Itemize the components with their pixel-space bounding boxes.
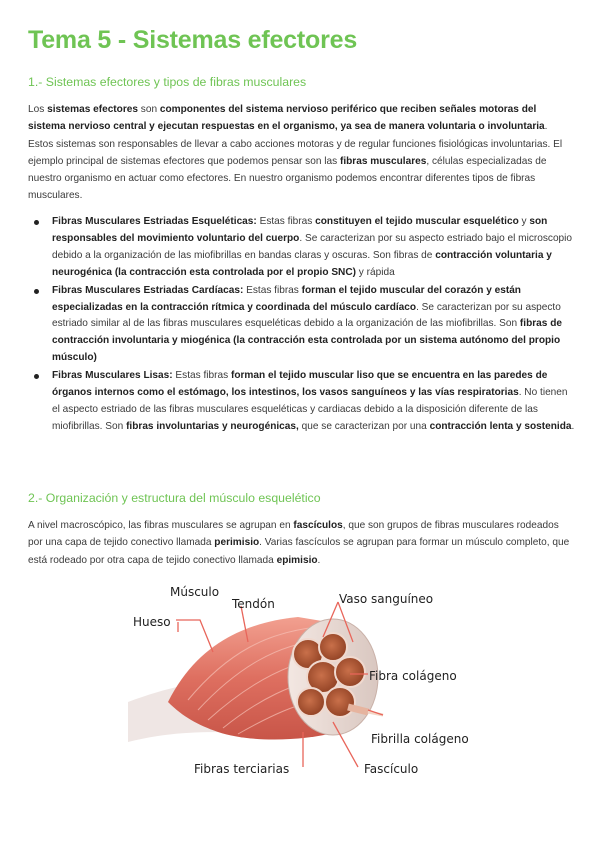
bullet-text: Fibras Musculares Estriadas Cardíacas: Estas fibras forman el tejido muscular del corazón y están especializadas en la contracción rítmica y coordinada del músculo cardíaco. Se caracterizan por su aspecto estriado similar al de las fibras musculares esqueléticas debido a la organización de las miofibrillas. Son fibras de contracción involuntaria y miogénica (la contracción esta controlada por un sistema autónomo del propio músculo) xyxy=(52,284,562,364)
label-musculo: Músculo xyxy=(170,585,220,599)
section-2-intro: A nivel macroscópico, las fibras musculares se agrupan en fascículos, que son grupos de fibras musculares rodeados por una capa de tejido conectivo llamada perimisio. Varias fascículos se agrupan para formar un músculo completo, que está rodeado por otra capa de tejido conectivo llamada epimisio. xyxy=(28,520,570,566)
section-1-heading: 1.- Sistemas efectores y tipos de fibras musculares xyxy=(28,75,307,89)
label-vaso-sanguineo: Vaso sanguíneo xyxy=(339,592,434,606)
list-item-cardiac xyxy=(30,283,576,368)
label-fibrilla-colageno: Fibrilla colágeno xyxy=(371,732,469,746)
section-1-intro: Los sistemas efectores son componentes del sistema nervioso periférico que reciben señales motoras del sistema nervioso central y ejecutan respuestas en el organismo, ya sea de manera voluntaria o involuntaria. Estos sistemas son responsables de llevar a cabo acciones motoras y de regular funciones fisiológicas involuntarias. El ejemplo principal de sistemas efectores que podemos pensar son las fibras musculares, células especializadas de nuestro organismo en actuar como efectores. En nuestro organismo podemos encontrar diferentes tipos de fibras musculares. xyxy=(28,104,563,202)
label-fibra-colageno: Fibra colágeno xyxy=(369,669,457,683)
bullet-dot xyxy=(34,220,39,225)
fiber-types-list xyxy=(30,214,576,437)
label-fasciculo: Fascículo xyxy=(364,762,419,776)
list-item-smooth xyxy=(30,368,576,436)
section-2-heading: 2.- Organización y estructura del músculo esquelético xyxy=(28,491,321,505)
bullet-text: Fibras Musculares Lisas: Estas fibras forman el tejido muscular liso que se encuentra en las paredes de órganos internos como el estómago, los intestinos, los vasos sanguíneos y las vías respiratorias. No tienen el aspecto estriado de las fibras musculares esqueléticas y cardiacas debido a la disposición diferente de las miofibrillas. Son fibras involuntarias y neurogénicas, que se caracterizan por una contracción lenta y sostenida. xyxy=(52,370,575,432)
bullet-dot xyxy=(34,374,39,379)
list-item-skeletal xyxy=(30,214,576,282)
label-hueso: Hueso xyxy=(133,615,171,629)
page-title: Tema 5 - Sistemas efectores xyxy=(28,26,358,54)
label-tendon: Tendón xyxy=(232,597,275,611)
bullet-dot xyxy=(34,289,39,294)
label-fibras-terciarias: Fibras terciarias xyxy=(194,762,290,776)
bullet-text: Fibras Musculares Estriadas Esqueléticas: Estas fibras constituyen el tejido muscular esquelético y son responsables del movimiento voluntario del cuerpo. Se caracterizan por su aspecto estriado bajo el microscopio debido a la organización de las miofibrillas en bandas claras y oscuras. Son fibras de contracción voluntaria y neurogénica (la contracción esta controlada por el propio SNC) y rápida xyxy=(52,216,573,278)
muscle-structure-figure xyxy=(128,582,473,782)
